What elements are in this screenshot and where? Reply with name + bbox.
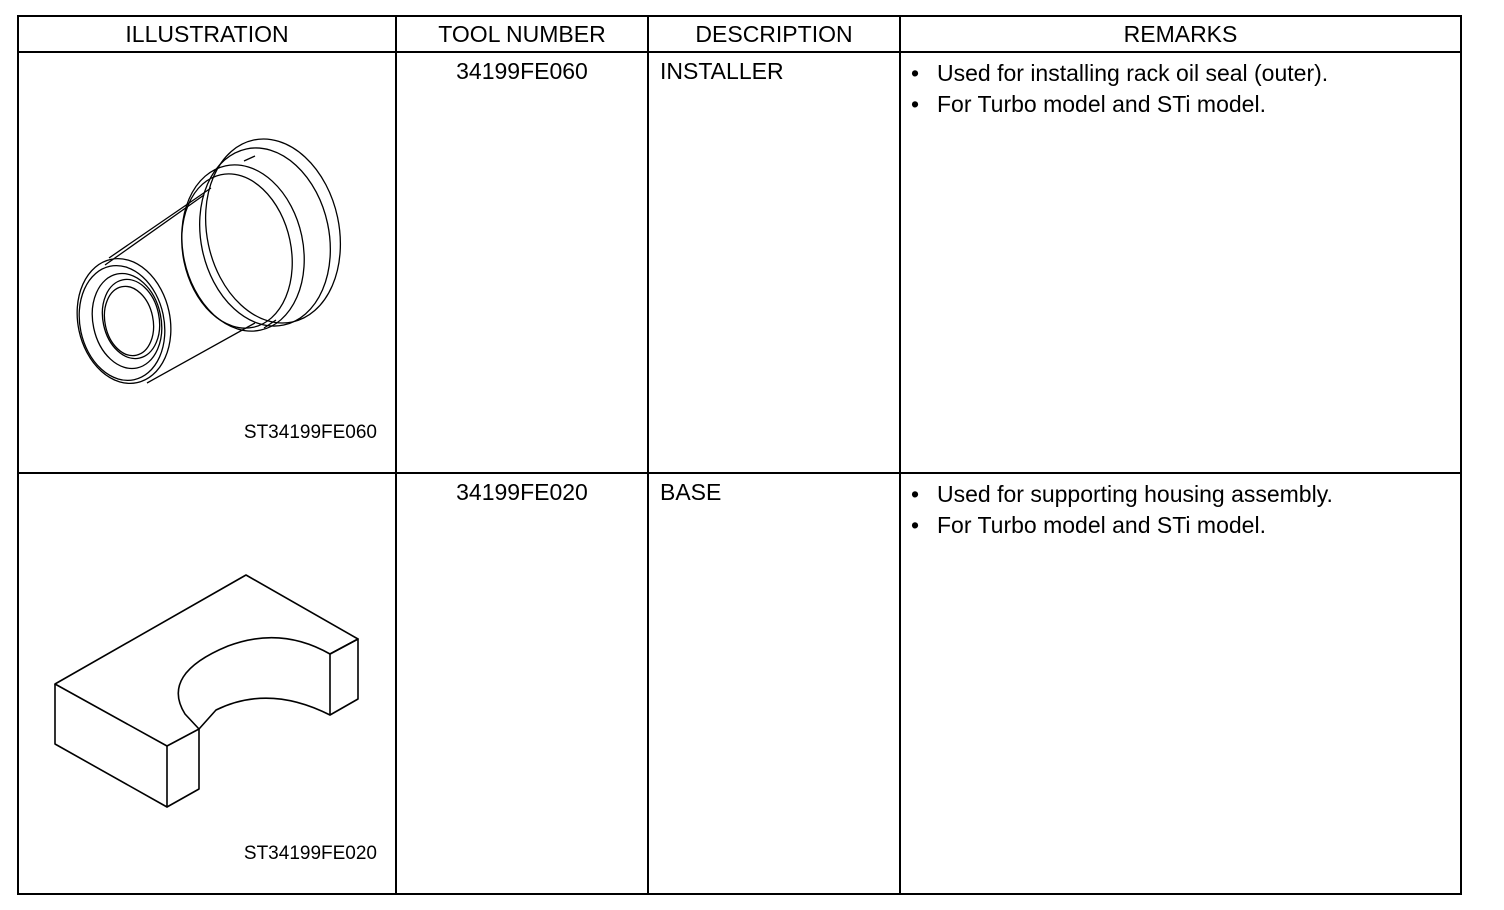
remark-item bbox=[911, 58, 1460, 89]
remarks-cell bbox=[900, 52, 1461, 473]
remark-text: For Turbo model and STi model. bbox=[937, 512, 1266, 538]
tool-number: 34199FE060 bbox=[456, 58, 588, 84]
remarks-cell bbox=[900, 473, 1461, 894]
remarks-list bbox=[901, 474, 1460, 541]
remark-item bbox=[911, 479, 1460, 510]
special-tools-table bbox=[17, 15, 1462, 895]
table-row bbox=[18, 52, 1461, 473]
remark-item bbox=[911, 89, 1460, 120]
tool-description: INSTALLER bbox=[660, 58, 784, 84]
remark-text: Used for installing rack oil seal (outer). bbox=[937, 60, 1329, 86]
installer-cylinder-icon bbox=[19, 53, 395, 472]
remarks-list bbox=[901, 53, 1460, 120]
remark-text: For Turbo model and STi model. bbox=[937, 91, 1266, 117]
bullet: • bbox=[911, 91, 920, 117]
header-remarks: REMARKS bbox=[900, 16, 1461, 52]
table-row bbox=[18, 473, 1461, 894]
tool-number-cell bbox=[396, 52, 648, 473]
illustration-code: ST34199FE060 bbox=[243, 422, 377, 443]
illustration-code: ST34199FE020 bbox=[243, 843, 377, 864]
remark-item bbox=[911, 510, 1460, 541]
table-header-row bbox=[18, 16, 1461, 52]
tool-description: BASE bbox=[660, 479, 722, 505]
illustration-cell bbox=[18, 473, 396, 894]
description-cell bbox=[648, 52, 900, 473]
header-tool-number: TOOL NUMBER bbox=[396, 16, 648, 52]
description-cell bbox=[648, 473, 900, 894]
bullet: • bbox=[911, 60, 920, 86]
illustration-cell bbox=[18, 52, 396, 473]
header-description: DESCRIPTION bbox=[648, 16, 900, 52]
bullet: • bbox=[911, 481, 920, 507]
header-illustration: ILLUSTRATION bbox=[18, 16, 396, 52]
tool-number: 34199FE020 bbox=[456, 479, 588, 505]
bullet: • bbox=[911, 512, 920, 538]
base-block-icon bbox=[19, 474, 395, 893]
remark-text: Used for supporting housing assembly. bbox=[937, 481, 1333, 507]
tool-number-cell bbox=[396, 473, 648, 894]
